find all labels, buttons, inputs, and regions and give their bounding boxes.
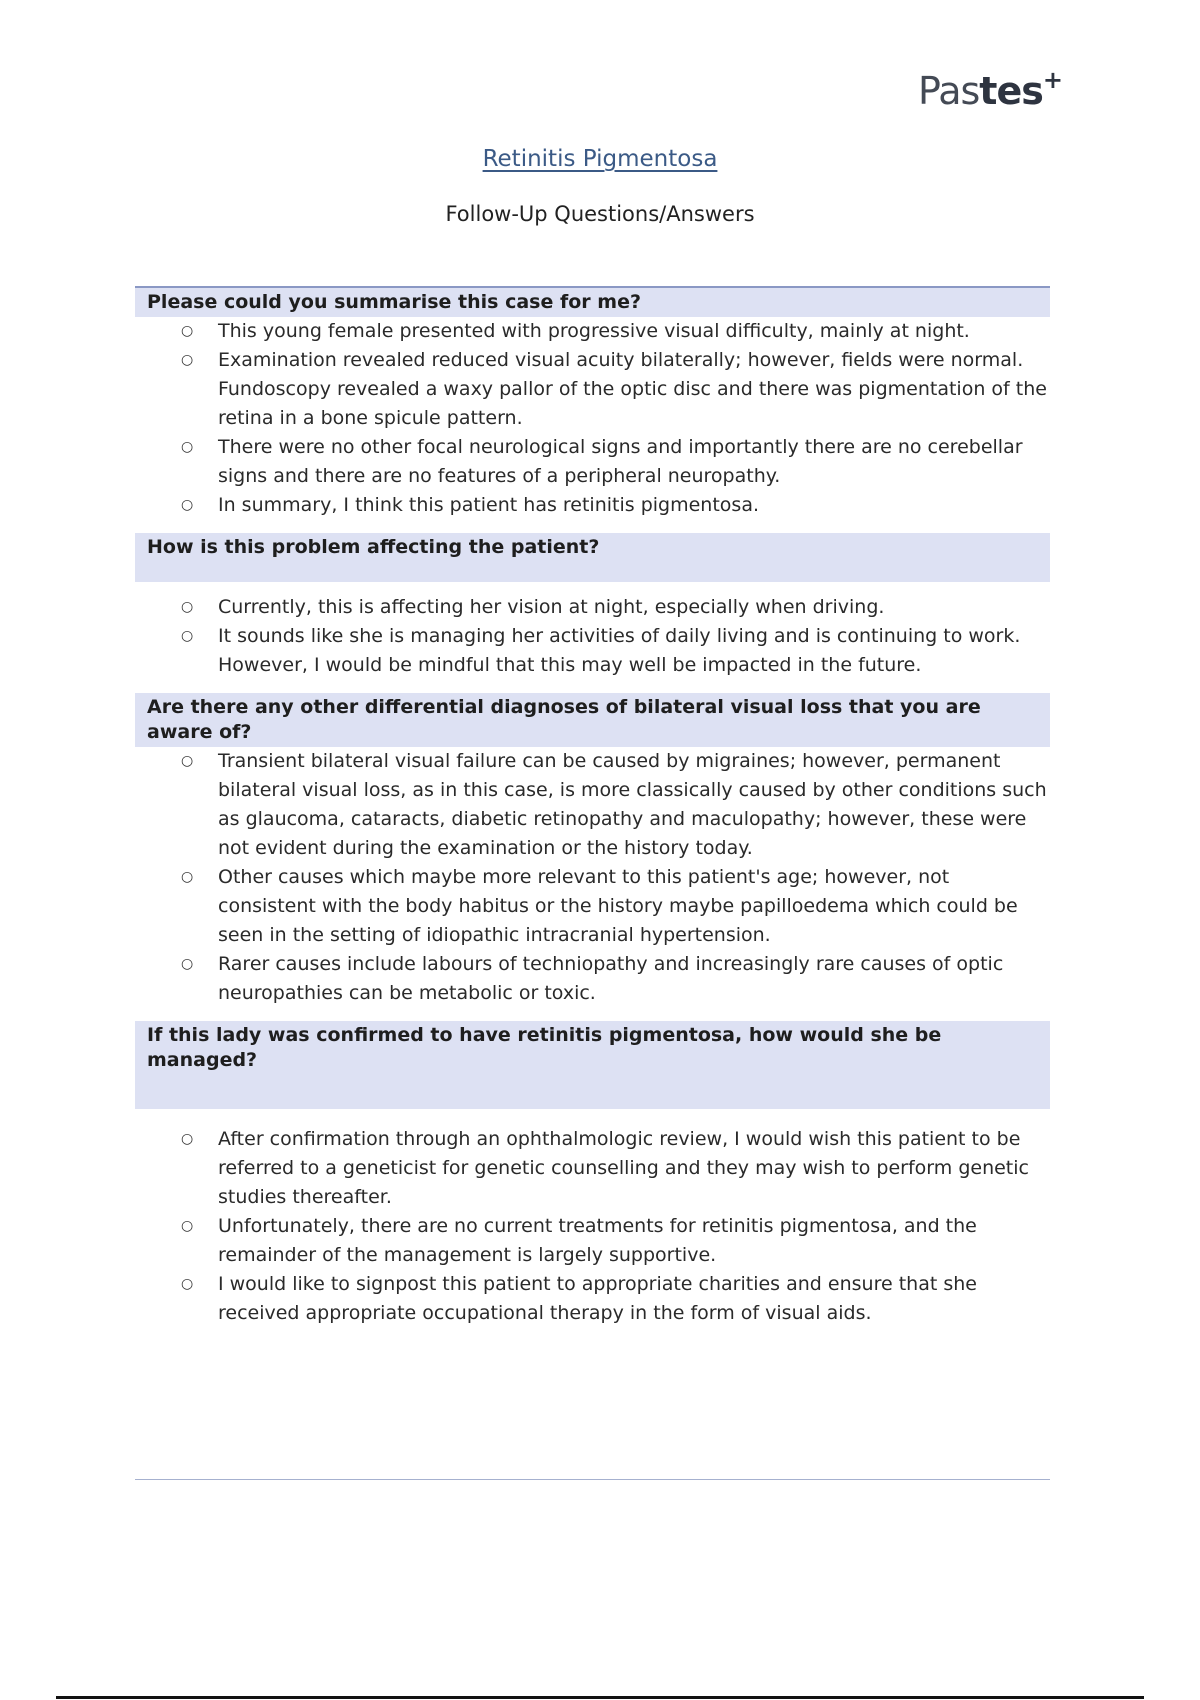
bottom-divider xyxy=(135,1479,1050,1480)
bullet-icon: ○ xyxy=(181,869,194,885)
bullet-icon: ○ xyxy=(181,1131,194,1147)
bullet-icon: ○ xyxy=(181,352,194,368)
list-item: ○ Rarer causes include labours of techniopathy and increasingly rare causes of optic neuropathies can be metabolic or toxic. xyxy=(218,950,1050,1008)
bullet-icon: ○ xyxy=(181,599,194,615)
list-item: ○ Other causes which maybe more relevant to this patient's age; however, not consistent with the body habitus or the history maybe papilloedema which could be seen in the setting of idiopathic intracranial hypertension. xyxy=(218,863,1050,950)
list-item: ○ Transient bilateral visual failure can be caused by migraines; however, permanent bilateral visual loss, as in this case, is more classically caused by other conditions such as glaucoma, cataracts, diabetic retinopathy and maculopathy; however, these were not evident during the examination or the history today. xyxy=(218,747,1050,863)
answer-list xyxy=(135,747,1050,1008)
question-heading: Please could you summarise this case for me? xyxy=(135,286,1050,317)
list-item: ○ There were no other focal neurological signs and importantly there are no cerebellar signs and there are no features of a peripheral neuropathy. xyxy=(218,433,1050,491)
page-subtitle: Follow-Up Questions/Answers xyxy=(445,202,755,226)
page-edge-line xyxy=(56,1696,1144,1699)
answer-list xyxy=(135,317,1050,520)
list-item: ○ It sounds like she is managing her activities of daily living and is continuing to work. However, I would be mindful that this may well be impacted in the future. xyxy=(218,622,1050,680)
bullet-icon: ○ xyxy=(181,956,194,972)
question-heading: Are there any other differential diagnoses of bilateral visual loss that you are aware of? xyxy=(135,693,1050,747)
page-title: Retinitis Pigmentosa xyxy=(482,146,718,172)
answer-list xyxy=(135,1125,1050,1328)
bullet-icon: ○ xyxy=(181,628,194,644)
qa-content xyxy=(135,286,1050,1328)
list-item: ○ Currently, this is affecting her vision at night, especially when driving. xyxy=(218,593,1050,622)
bullet-icon: ○ xyxy=(181,323,194,339)
question-heading: How is this problem affecting the patient? xyxy=(135,533,1050,582)
bullet-icon: ○ xyxy=(181,439,194,455)
bullet-icon: ○ xyxy=(181,497,194,513)
answer-list xyxy=(135,593,1050,680)
list-item: ○ Unfortunately, there are no current treatments for retinitis pigmentosa, and the remainder of the management is largely supportive. xyxy=(218,1212,1050,1270)
bullet-icon: ○ xyxy=(181,753,194,769)
list-item: ○ I would like to signpost this patient to appropriate charities and ensure that she received appropriate occupational therapy in the form of visual aids. xyxy=(218,1270,1050,1328)
pastest-logo: Pastes+ xyxy=(918,66,1062,113)
bullet-icon: ○ xyxy=(181,1276,194,1292)
list-item: ○ After confirmation through an ophthalmologic review, I would wish this patient to be referred to a geneticist for genetic counselling and they may wish to perform genetic studies thereafter. xyxy=(218,1125,1050,1212)
question-heading: If this lady was confirmed to have retinitis pigmentosa, how would she be managed? xyxy=(135,1021,1050,1109)
bullet-icon: ○ xyxy=(181,1218,194,1234)
list-item: ○ Examination revealed reduced visual acuity bilaterally; however, fields were normal. Fundoscopy revealed a waxy pallor of the optic disc and there was pigmentation of the retina in a bone spicule pattern. xyxy=(218,346,1050,433)
list-item: ○ This young female presented with progressive visual difficulty, mainly at night. xyxy=(218,317,1050,346)
list-item: ○ In summary, I think this patient has retinitis pigmentosa. xyxy=(218,491,1050,520)
